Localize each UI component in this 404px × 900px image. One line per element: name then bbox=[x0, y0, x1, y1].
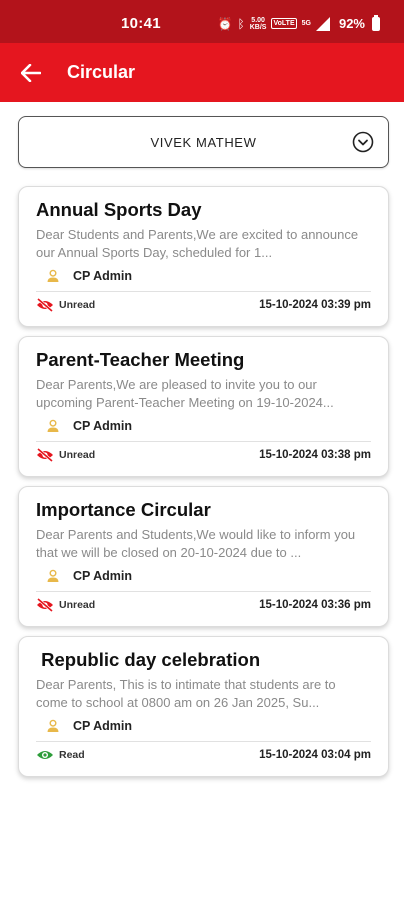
status-label: Unread bbox=[59, 449, 96, 461]
chevron-down-circle-icon bbox=[352, 131, 374, 153]
circular-card[interactable] bbox=[18, 636, 389, 777]
status-bar bbox=[0, 0, 404, 43]
circular-title: Annual Sports Day bbox=[36, 199, 202, 220]
eye-off-icon bbox=[36, 298, 54, 312]
timestamp: 15-10-2024 03:38 pm bbox=[259, 449, 371, 461]
read-status bbox=[36, 748, 85, 762]
author-name: CP Admin bbox=[73, 419, 133, 433]
eye-off-icon bbox=[36, 448, 54, 462]
alarm-icon: ⏰ bbox=[217, 16, 233, 31]
net-speed-unit: KB/S bbox=[249, 23, 267, 31]
status-label: Unread bbox=[59, 599, 96, 611]
read-status bbox=[36, 298, 95, 312]
eye-off-icon bbox=[36, 598, 54, 612]
circular-title: Republic day celebration bbox=[36, 649, 261, 670]
status-label: Unread bbox=[59, 299, 96, 311]
app-bar bbox=[0, 43, 404, 102]
net-speed bbox=[250, 17, 267, 31]
circular-card[interactable] bbox=[18, 186, 389, 327]
card-footer bbox=[36, 748, 371, 762]
eye-icon bbox=[36, 748, 54, 762]
status-time: 10:41 bbox=[121, 15, 161, 32]
divider bbox=[36, 591, 371, 592]
card-footer bbox=[36, 448, 371, 462]
circular-card[interactable] bbox=[18, 336, 389, 477]
circular-title: Parent-Teacher Meeting bbox=[36, 349, 245, 370]
circular-title: Importance Circular bbox=[36, 499, 211, 520]
divider bbox=[36, 741, 371, 742]
user-icon bbox=[46, 719, 60, 733]
circular-preview: Dear Parents, This is to intimate that students are to come to school at 0800 am on 26 Jan 2025, Su... bbox=[36, 677, 336, 710]
signal-icon bbox=[316, 17, 330, 31]
circular-list bbox=[18, 186, 389, 786]
network-type: 5G bbox=[301, 20, 311, 27]
read-status bbox=[36, 448, 95, 462]
author-row bbox=[36, 719, 371, 733]
card-footer bbox=[36, 298, 371, 312]
card-footer bbox=[36, 598, 371, 612]
volte-badge: VoLTE bbox=[273, 20, 295, 27]
author-row bbox=[36, 569, 371, 583]
user-icon bbox=[46, 419, 60, 433]
user-icon bbox=[46, 569, 60, 583]
divider bbox=[36, 291, 371, 292]
author-row bbox=[36, 419, 371, 433]
student-selector-dropdown[interactable] bbox=[18, 116, 389, 168]
status-icons bbox=[218, 16, 380, 31]
back-arrow-icon[interactable] bbox=[20, 62, 42, 84]
bluetooth-icon: ᛒ bbox=[237, 16, 245, 31]
battery-icon bbox=[372, 17, 380, 31]
status-label: Read bbox=[59, 749, 85, 761]
circular-preview: Dear Parents,We are pleased to invite you to our upcoming Parent-Teacher Meeting on 19-10-2024... bbox=[36, 377, 334, 410]
circular-card[interactable] bbox=[18, 486, 389, 627]
circular-preview: Dear Students and Parents,We are excited to announce our Annual Sports Day, scheduled for 1... bbox=[36, 227, 359, 260]
selected-student-name: VIVEK MATHEW bbox=[150, 134, 257, 150]
timestamp: 15-10-2024 03:04 pm bbox=[259, 749, 371, 761]
circular-preview: Dear Parents and Students,We would like to inform you that we will be closed on 20-10-2024 due to ... bbox=[36, 527, 356, 560]
net-speed-value: 5.00 bbox=[251, 16, 265, 24]
battery-percent: 92% bbox=[338, 16, 365, 31]
author-name: CP Admin bbox=[73, 569, 133, 583]
author-row bbox=[36, 269, 371, 283]
page-title: Circular bbox=[67, 62, 136, 82]
divider bbox=[36, 441, 371, 442]
timestamp: 15-10-2024 03:39 pm bbox=[259, 299, 371, 311]
read-status bbox=[36, 598, 95, 612]
timestamp: 15-10-2024 03:36 pm bbox=[259, 599, 371, 611]
user-icon bbox=[46, 269, 60, 283]
author-name: CP Admin bbox=[73, 719, 133, 733]
author-name: CP Admin bbox=[73, 269, 133, 283]
